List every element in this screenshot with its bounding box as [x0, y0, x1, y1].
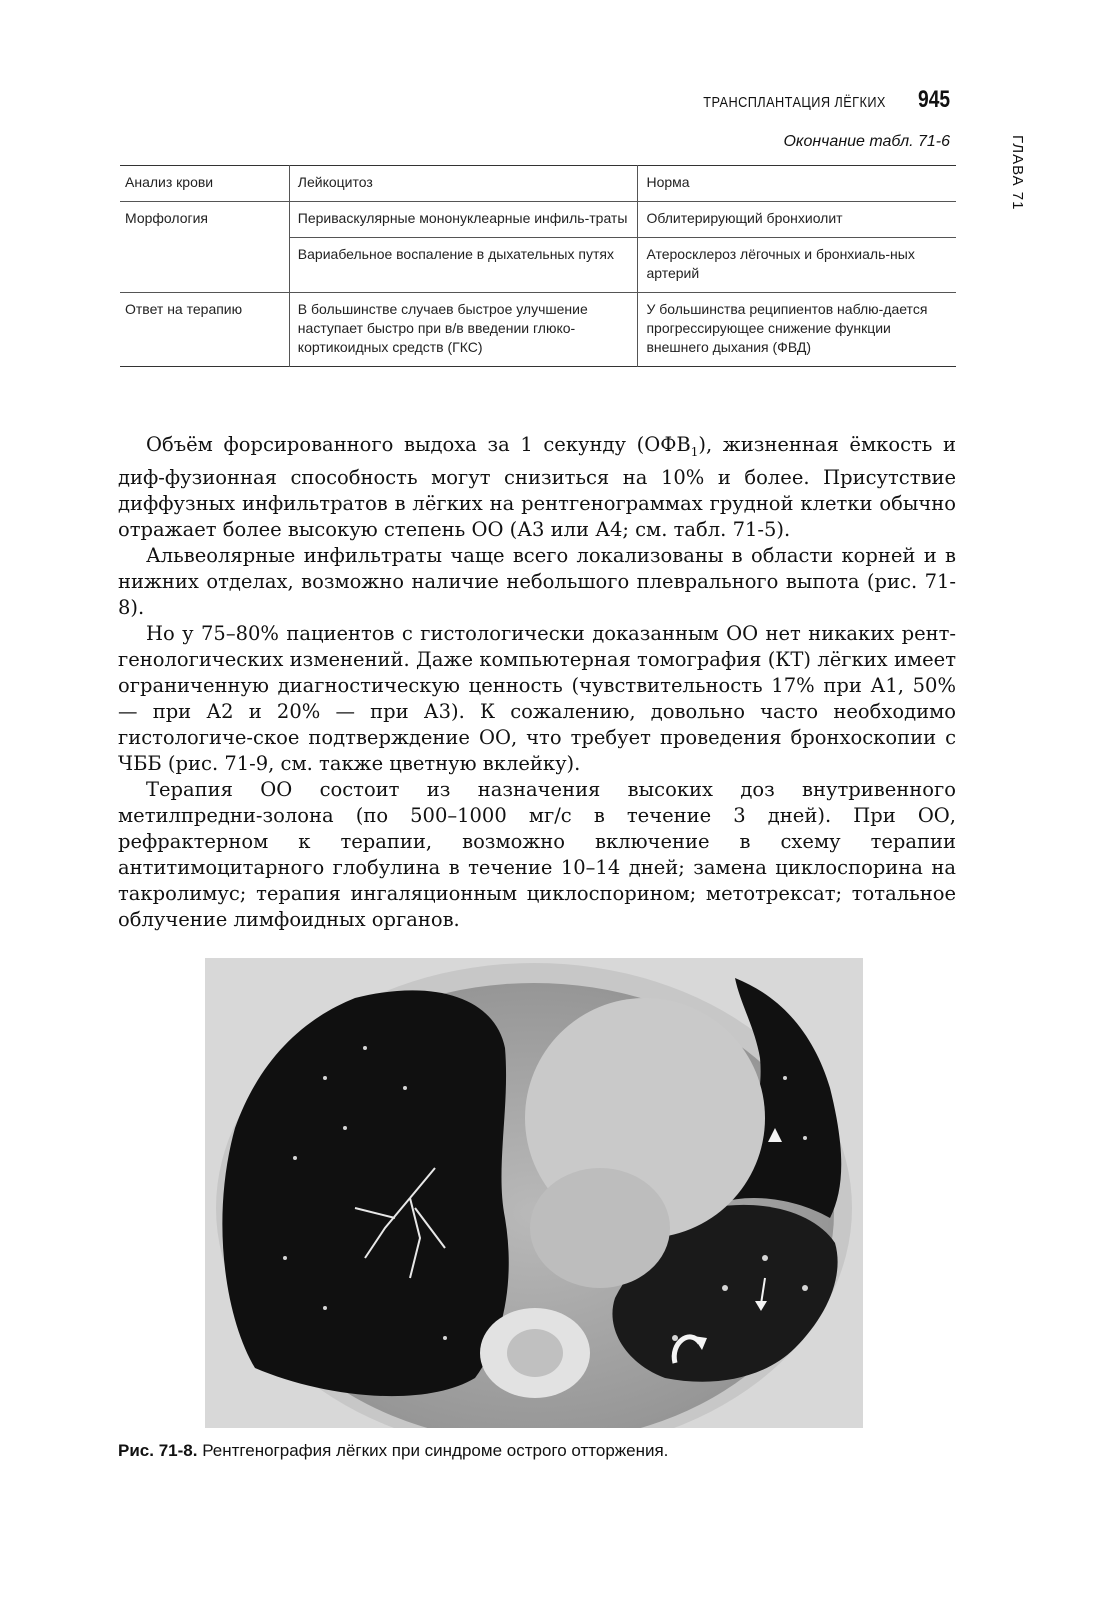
chapter-side-label: ГЛАВА 71 [1009, 135, 1026, 211]
table-cell: Периваскулярные мононуклеарные инфиль-траты [289, 202, 638, 238]
table-cell: Атеросклероз лёгочных и бронхиаль-ных артерий [638, 238, 956, 293]
table-cell: У большинства реципиентов наблю-дается прогрессирующее снижение функции внешнего дыхания (ФВД) [638, 293, 956, 367]
figure-caption-text: Рентгенография лёгких при синдроме острого отторжения. [202, 1441, 669, 1460]
comparison-table [120, 165, 956, 367]
figure-label: Рис. 71-8. [118, 1441, 198, 1460]
table-cell: Вариабельное воспаление в дыхательных путях [289, 238, 638, 293]
paragraph: Альвеолярные инфильтраты чаще всего локализованы в области корней и в нижних отделах, возможно наличие небольшого плеврального выпота (рис. 71-8). [118, 543, 956, 619]
table-cell: Норма [638, 166, 956, 202]
running-head [560, 86, 950, 114]
ct-scan-image [205, 958, 863, 1428]
table-row [120, 293, 956, 367]
table-cell: Морфология [125, 210, 209, 226]
table-row [120, 202, 956, 238]
running-title: ТРАНСПЛАНТАЦИЯ ЛЁГКИХ [703, 94, 886, 111]
table-cell: Лейкоцитоз [289, 166, 638, 202]
paragraph-text: Объём форсированного выдоха за 1 секунду (ОФВ [146, 433, 691, 456]
ct-scan-drawing [205, 958, 863, 1428]
figure-caption [118, 1441, 958, 1461]
paragraph: Терапия ОО состоит из назначения высоких доз внутривенного метилпредни-золона (по 500–1000 мг/с в течение 3 дней). При ОО, рефрактерном к терапии, возможно включение в схему терапии антитимоцитарного глобулина в течение 10–14 дней; замена циклоспорина на такролимус; терапия ингаляционным циклоспорином; метотрексат; тотальное облучение лимфоидных органов. [118, 777, 956, 931]
paragraph [118, 432, 956, 543]
table-caption: Окончание табл. 71-6 [783, 133, 950, 150]
paragraph: Но у 75–80% пациентов с гистологически доказанным ОО нет никаких рент-генологических изменений. Даже компьютерная томография (КТ) лёгких имеет ограниченную диагностическую ценность (чувствительность 17% при А1, 50% — при А2 и 20% — при А3). К сожалению, довольно часто необходимо гистологиче-ское подтверждение ОО, что требует проведения бронхоскопии с ЧББ (рис. 71-9, см. также цветную вклейку). [118, 621, 956, 775]
table-cell: Ответ на терапию [125, 301, 243, 317]
body-text [118, 432, 956, 933]
table-cell: Облитерирующий бронхиолит [638, 202, 956, 238]
subscript: 1 [690, 444, 699, 459]
table-cell: В большинстве случаев быстрое улучшение наступает быстро при в/в введении глюко-кортикоидных средств (ГКС) [289, 293, 638, 367]
table-row [120, 166, 956, 202]
page-number: 945 [917, 86, 950, 113]
paragraph-text: ), жизненная ёмкость и диф-фузионная способность могут снизиться на 10% и более. Присутствие диффузных инфильтратов в лёгких на рентгенограммах грудной клетки обычно отражает более высокую степень ОО (А3 или А4; см. табл. 71-5). [118, 433, 957, 541]
table-cell: Анализ крови [125, 174, 214, 190]
